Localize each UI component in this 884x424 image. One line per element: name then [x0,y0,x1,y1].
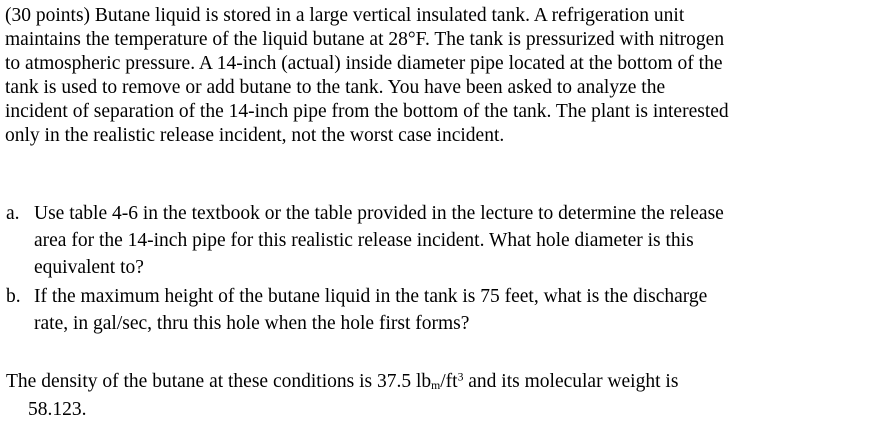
part-b-line-2: rate, in gal/sec, thru this hole when the hole first forms? [34,313,470,334]
density-line-1 [6,370,678,394]
problem-line-1: (30 points) Butane liquid is stored in a large vertical insulated tank. A refrigeration unit [5,5,685,26]
problem-line-4: tank is used to remove or add butane to the tank. You have been asked to analyze the [5,77,666,98]
density-unit-subscript: m [431,378,441,392]
density-unit-superscript: 3 [457,370,464,384]
part-a-line-2: area for the 14-inch pipe for this realistic release incident. What hole diameter is this [34,230,694,251]
problem-line-6: only in the realistic release incident, not the worst case incident. [5,125,505,146]
part-a-line-3: equivalent to? [34,257,144,278]
density-suffix: and its molecular weight is [463,371,679,392]
part-b-line-1: If the maximum height of the butane liquid in the tank is 75 feet, what is the discharge [34,286,708,307]
part-a-line-1: Use table 4-6 in the textbook or the table provided in the lecture to determine the release [34,203,724,224]
problem-line-5: incident of separation of the 14-inch pipe from the bottom of the tank. The plant is interested [5,101,729,122]
density-prefix: The density of the butane at these conditions is 37.5 lb [6,371,432,392]
density-unit-ft: /ft [440,371,458,392]
problem-line-2: maintains the temperature of the liquid butane at 28°F. The tank is pressurized with nitrogen [5,29,725,50]
part-a-marker: a. [6,203,20,224]
part-b-marker: b. [6,286,21,307]
density-line-2: 58.123. [28,399,87,420]
problem-line-3: to atmospheric pressure. A 14-inch (actual) inside diameter pipe located at the bottom of the [5,53,723,74]
